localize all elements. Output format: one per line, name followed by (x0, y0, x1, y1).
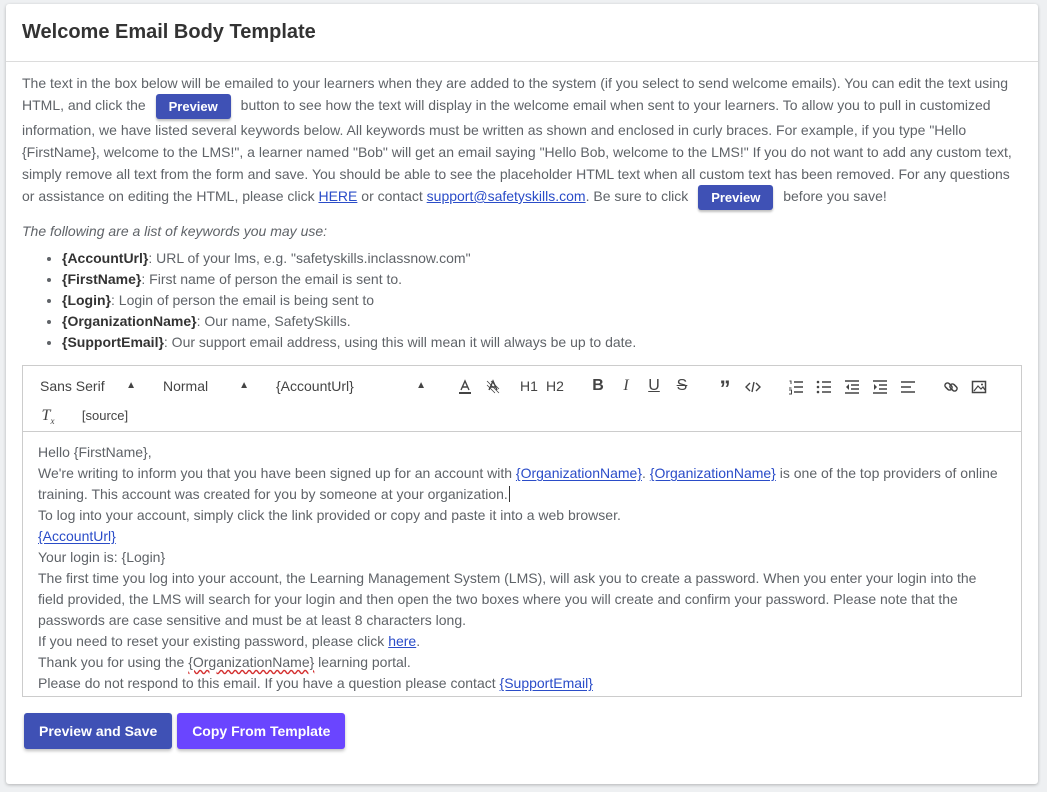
heading2-button[interactable] (544, 374, 566, 398)
keyword-list (22, 248, 1022, 353)
source-label: [source] (81, 408, 129, 423)
keyword-name: {FirstName} (62, 271, 142, 287)
text-span: Please do not respond to this email. If you have a question please contact (38, 675, 500, 691)
keyword-desc: : Login of person the email is being sent to (111, 292, 375, 308)
rich-text-editor (22, 365, 1022, 697)
italic-button[interactable] (615, 374, 637, 398)
outdent-icon (844, 379, 860, 395)
strike-label: S (676, 377, 688, 394)
content-line: The first time you log into your account, the Learning Management System (LMS), will ask you to create a password. When you enter your login into the field provided, the LMS will search for your login and then open the two boxes where you will create and confirm your password. Please note that the passwords are case sensitive and must be at least 8 characters long. (38, 570, 977, 628)
email-template-card (6, 4, 1038, 784)
outdent-button[interactable] (841, 374, 863, 398)
intro-part5: before you save! (783, 188, 887, 205)
content-line (38, 526, 1006, 547)
content-line (38, 652, 1006, 673)
underline-button[interactable] (643, 374, 665, 398)
ordered-list-icon (788, 379, 804, 395)
keyword-name: {Login} (62, 292, 111, 308)
bold-button[interactable] (587, 374, 609, 398)
link-icon (943, 379, 959, 395)
keyword-desc: : Our name, SafetySkills. (196, 313, 351, 329)
keyword-desc: : URL of your lms, e.g. "safetyskills.inclassnow.com" (148, 250, 471, 266)
source-button[interactable] (75, 404, 135, 428)
preview-button-inline-1[interactable]: Preview (156, 94, 231, 119)
indent-button[interactable] (869, 374, 891, 398)
text-span: learning portal. (314, 654, 411, 670)
org-name-keyword: {OrganizationName} (649, 465, 776, 481)
keyword-name: {OrganizationName} (62, 313, 197, 329)
preview-button-inline-2[interactable]: Preview (698, 185, 773, 210)
keyword-desc: : First name of person the email is sent to. (141, 271, 403, 287)
editor-toolbar (23, 366, 1021, 432)
keywords-note: The following are a list of keywords you may use: (22, 223, 328, 239)
clear-format-button[interactable] (37, 404, 59, 428)
keyword-item (62, 248, 1022, 269)
font-family-value: Sans Serif (40, 378, 105, 394)
bullet-list-button[interactable] (813, 374, 835, 398)
highlight-icon (485, 379, 501, 395)
ordered-list-button[interactable] (785, 374, 807, 398)
keyword-item (62, 269, 1022, 290)
keyword-value: {AccountUrl} (276, 378, 354, 394)
blockquote-button[interactable] (714, 374, 736, 401)
quote-icon: ” (719, 376, 731, 401)
content-line: To log into your account, simply click the link provided or copy and paste it into a web browser. (38, 507, 621, 523)
keyword-item (62, 311, 1022, 332)
align-left-icon (900, 379, 916, 395)
action-bar (22, 697, 1022, 749)
image-icon (971, 379, 987, 395)
image-button[interactable] (968, 374, 990, 398)
intro-part2: button to see how the text will display in the welcome email when sent to your learners. To allow you to pull in customized information, we have listed several keywords below. All keywords must be written as shown and enclosed in curly braces. For example, if you type "Hello {FirstName}, welcome to the LMS!", a learner named "Bob" will get an email saying "Hello Bob, welcome to the LMS!" If you do not want to add any custom text, simply remove all text from the form and save. You should be able to see the placeholder HTML text when all custom text has been removed. For any questions or assistance on editing the HTML, please click (22, 97, 1012, 205)
card-header (6, 4, 1038, 62)
h1-label: H1 (520, 378, 538, 394)
keyword-name: {AccountUrl} (62, 250, 149, 266)
text-color-button[interactable] (454, 374, 476, 398)
text-span: Thank you for using the (38, 654, 189, 670)
link-button[interactable] (940, 374, 962, 398)
support-email-keyword-link[interactable]: {SupportEmail} (499, 675, 593, 691)
underline-label: U (648, 377, 660, 394)
text-span: . (416, 633, 421, 649)
font-size-value: Normal (163, 378, 209, 394)
intro-part1: The text in the box below will be emailed to your learners when they are added to the system (if you select to send welcome emails). You can edit the text using HTML, and click the (22, 75, 1008, 114)
intro-part4: . Be sure to click (585, 188, 689, 205)
indent-icon (872, 379, 888, 395)
text-span: We're writing to inform you that you have been signed up for an account with (38, 465, 516, 481)
support-email-link[interactable]: support@safetyskills.com (426, 188, 586, 205)
org-name-keyword: {OrganizationName} (188, 654, 315, 670)
code-icon (745, 379, 761, 395)
text-span: is one of the top providers of online training. This account was created for you by someone at your organization. (38, 465, 998, 502)
select-caret-icon: ▲ (416, 380, 426, 391)
bold-label: B (592, 377, 604, 394)
copy-from-template-button[interactable]: Copy From Template (177, 713, 345, 749)
h2-label: H2 (546, 378, 564, 394)
content-line (38, 631, 1006, 652)
preview-and-save-button[interactable]: Preview and Save (24, 713, 172, 749)
strike-button[interactable] (671, 374, 693, 398)
italic-label: I (623, 377, 629, 394)
clear-format-icon: $T_x$ (41, 407, 55, 427)
background-color-button[interactable] (482, 374, 504, 398)
keyword-name: {SupportEmail} (62, 334, 164, 350)
card-body (6, 62, 1038, 749)
font-size-select[interactable] (163, 374, 249, 398)
keyword-item (62, 290, 1022, 311)
font-family-select[interactable] (40, 374, 136, 398)
bullet-list-icon (816, 379, 832, 395)
reset-password-link[interactable]: here (388, 633, 417, 649)
text-span: . (642, 465, 650, 481)
text-color-icon (457, 379, 473, 395)
content-line: Your login is: {Login} (38, 549, 166, 565)
org-name-keyword: {OrganizationName} (515, 465, 642, 481)
text-cursor (509, 486, 510, 502)
keyword-select[interactable] (276, 374, 426, 398)
heading1-button[interactable] (518, 374, 540, 398)
code-button[interactable] (742, 374, 764, 398)
select-caret-icon: ▲ (126, 380, 136, 391)
account-url-link[interactable]: {AccountUrl} (38, 528, 116, 544)
keyword-item (62, 332, 1022, 353)
align-button[interactable] (897, 374, 919, 398)
content-line (38, 463, 1006, 505)
intro-part3: or contact (361, 188, 423, 205)
keyword-desc: : Our support email address, using this will mean it will always be up to date. (163, 334, 637, 350)
editor-content[interactable] (23, 432, 1021, 696)
intro-text (22, 72, 1022, 210)
content-line: Hello {FirstName}, (38, 444, 152, 460)
text-span: If you need to reset your existing password, please click (38, 633, 389, 649)
select-caret-icon: ▲ (239, 380, 249, 391)
help-here-link[interactable]: HERE (318, 188, 358, 205)
content-line (38, 673, 1006, 694)
page-title: Welcome Email Body Template (22, 21, 316, 43)
